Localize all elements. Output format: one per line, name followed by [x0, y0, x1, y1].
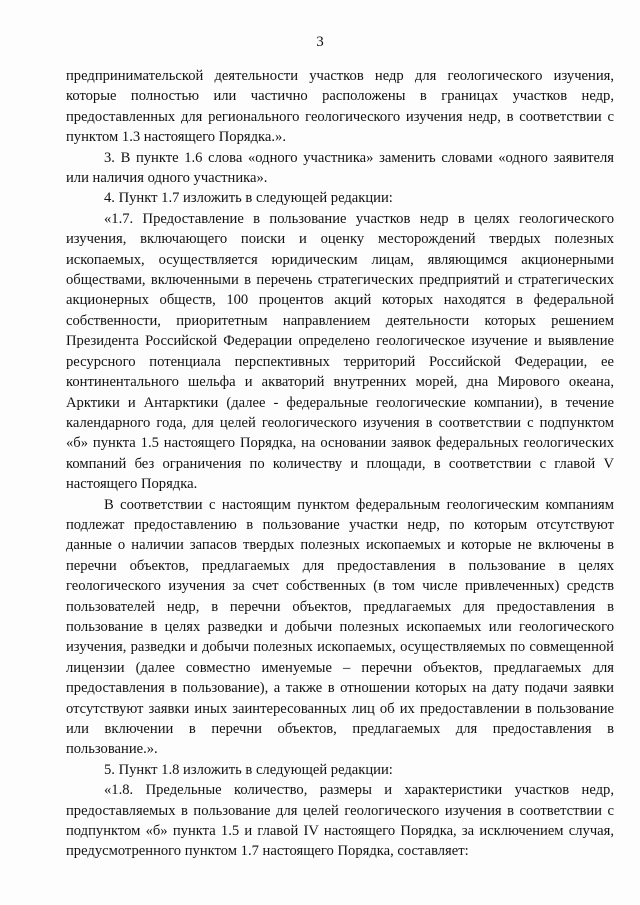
page-number: 3 — [316, 34, 324, 50]
paragraph-clause-1-7-continued: В соответствии с настоящим пунктом федеральным геологическим компаниям подлежат предоставлению в пользование участки недр, по которым отсутствуют данные о наличии запасов твердых полезных ископаемых и которые не включены в перечни объектов, предлагаемых для предоставления в пользование в целях геологического изучения за счет собственных (в том числе привлеченных) средств пользователей недр, в перечни объектов, предлагаемых для предоставления в пользование в целях разведки и добычи полезных ископаемых или геологического изучения, разведки и добычи полезных ископаемых, осуществляемых по совмещенной лицензии (далее совместно именуемые – перечни объектов, предлагаемых для предоставления в пользование), а также в отношении которых на дату подачи заявки отсутствуют заявки иных заинтересованных лиц об их предоставлении в пользование или включении в перечни объектов, предлагаемых для предоставления в пользование.». — [66, 496, 614, 758]
paragraph-item-5: 5. Пункт 1.8 изложить в следующей редакции: — [104, 761, 393, 778]
paragraph-continuation: предпринимательской деятельности участков недр для геологического изучения, которые полностью или частично расположены в границах участков недр, предоставленных для регионального геологического изучения недр, в соответствии с пунктом 1.3 настоящего Порядка.». — [66, 68, 614, 146]
document-body — [66, 66, 614, 862]
paragraph-clause-1-8: «1.8. Предельные количество, размеры и характеристики участков недр, предоставляемых в пользование для целей геологического изучения в соответствии с подпунктом «б» пункта 1.5 и главой IV настоящего Порядка, за исключением случая, предусмотренного пунктом 1.7 настоящего Порядка, составляет: — [66, 782, 614, 860]
paragraph-item-4: 4. Пункт 1.7 изложить в следующей редакции: — [104, 190, 393, 207]
paragraph-item-3: 3. В пункте 1.6 слова «одного участника» заменить словами «одного заявителя или наличия одного участника». — [66, 149, 614, 187]
paragraph-clause-1-7: «1.7. Предоставление в пользование участков недр в целях геологического изучения, включающего поиски и оценку месторождений твердых полезных ископаемых, осуществляется юридическим лицам, являющимся акционерными обществами, включенными в перечень стратегических предприятий и стратегических акционерных обществ, 100 процентов акций которых находятся в федеральной собственности, приоритетным направлением деятельности которых решением Президента Российской Федерации определено геологическое изучение и выявление ресурсного потенциала перспективных территорий Российской Федерации, ее континентального шельфа и акваторий внутренних морей, дна Мирового океана, Арктики и Антарктики (далее - федеральные геологические компании), в течение календарного года, для целей геологического изучения в соответствии с подпунктом «б» пункта 1.5 настоящего Порядка, на основании заявок федеральных геологических компаний без ограничения по количеству и площади, в соответствии с главой V настоящего Порядка. — [66, 210, 614, 493]
